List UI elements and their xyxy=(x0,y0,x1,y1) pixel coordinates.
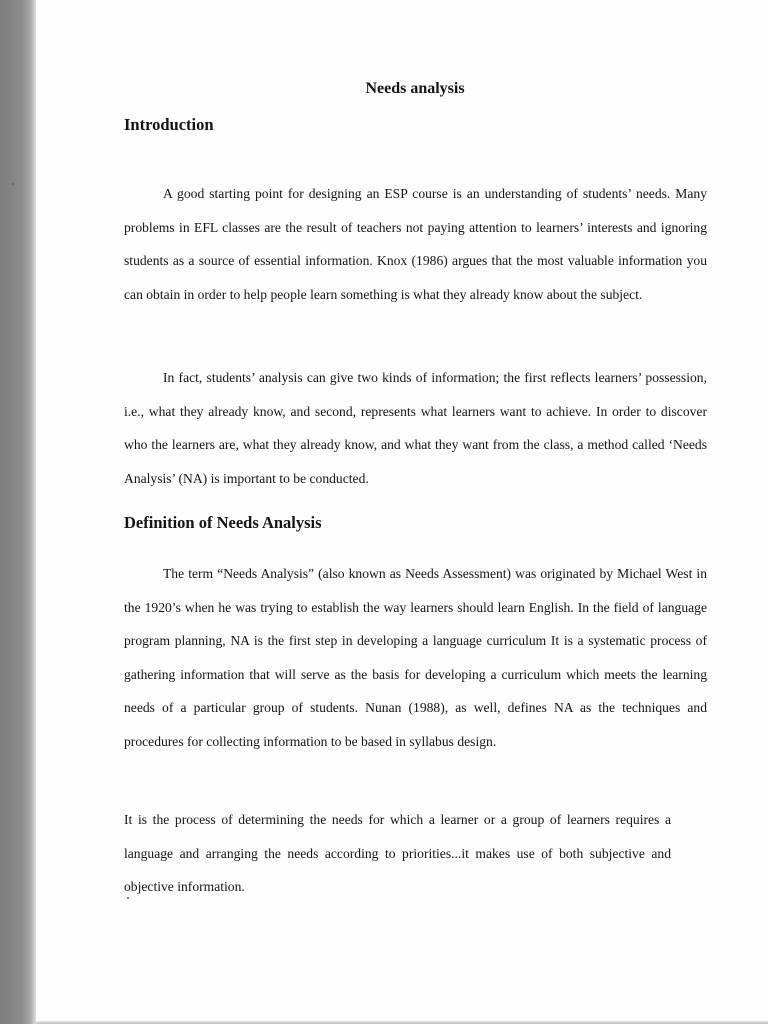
section-heading-definition: Definition of Needs Analysis xyxy=(124,513,322,532)
scan-speck xyxy=(127,897,129,899)
paragraph-definition-1: The term “Needs Analysis” (also known as Needs Assessment) was originated by Michael West in the 1920’s when he was trying to establish the way learners should learn English. In the field of language program planning, NA is the first step in developing a language curriculum It is a systematic process of gathering information that will serve as the basis for developing a curriculum which meets the learning needs of a particular group of students. Nunan (1988), as well, defines NA as the techniques and procedures for collecting information to be based in syllabus design. xyxy=(124,566,707,749)
paragraph-definition-quote: It is the process of determining the needs for which a learner or a group of learners requires a language and arranging the needs according to priorities...it makes use of both subjective and objective information. xyxy=(124,812,671,895)
document-title: Needs analysis xyxy=(365,80,465,97)
paragraph-introduction-1: A good starting point for designing an ESP course is an understanding of students’ needs. Many problems in EFL classes are the result of teachers not paying attention to learners’ interests and ignoring students as a source of essential information. Knox (1986) argues that the most valuable information you can obtain in order to help people learn something is what they already know about the subject. xyxy=(124,186,707,302)
scan-speck xyxy=(12,183,14,185)
section-heading-introduction: Introduction xyxy=(124,115,214,134)
paragraph-introduction-2: In fact, students’ analysis can give two kinds of information; the first reflects learners’ possession, i.e., what they already know, and second, represents what learners want to achieve. In order to discover who the learners are, what they already know, and what they want from the class, a method called ‘Needs Analysis’ (NA) is important to be conducted. xyxy=(124,370,707,486)
